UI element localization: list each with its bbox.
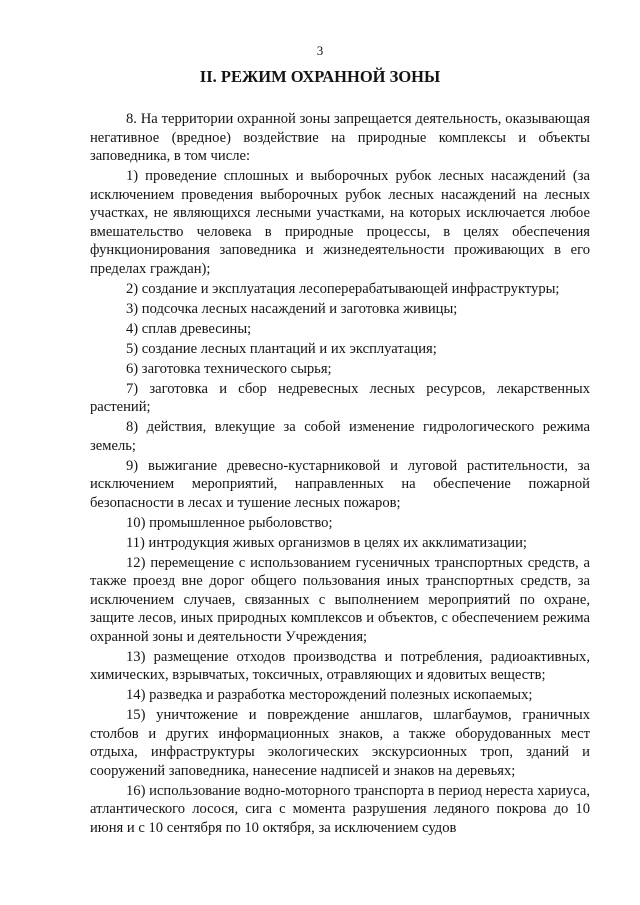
list-item-3: 3) подсочка лесных насаждений и заготовка живицы;	[126, 300, 458, 317]
list-item-9: 9) выжигание древесно-кустарниковой и луговой растительности, за исключением мероприятий, направленных на обеспечение пожарной безопасности в лесах и тушение лесных пожаров;	[90, 457, 590, 511]
section-title: II. РЕЖИМ ОХРАННОЙ ЗОНЫ	[199, 67, 441, 86]
list-item-14: 14) разведка и разработка месторождений полезных ископаемых;	[126, 687, 533, 703]
list-item-8: 8) действия, влекущие за собой изменение гидрологического режима земель;	[90, 419, 590, 454]
list-item-6: 6) заготовка технического сырья;	[126, 360, 332, 377]
list-item-13: 13) размещение отходов производства и потребления, радиоактивных, химических, взрывчатых, токсичных, отравляющих и ядовитых веществ;	[90, 648, 590, 683]
list-item-10: 10) промышленное рыболовство;	[126, 514, 333, 531]
document-body	[90, 110, 590, 839]
list-item-16: 16) использование водно-моторного транспорта в период нереста хариуса, атлантического лосося, сига с момента разрушения ледяного покрова до 10 июня и с 10 сентября по 10 октября, за исключением судов	[90, 782, 590, 836]
page-number: 3	[316, 43, 324, 58]
list-item-15: 15) уничтожение и повреждение аншлагов, шлагбаумов, граничных столбов и других информационных знаков, а также оборудованных мест отдыха, инфраструктуры экологических экскурсионных троп, зданий и сооружений заповедника, нанесение надписей и знаков на деревьях;	[90, 707, 590, 779]
paragraph-8-intro: 8. На территории охранной зоны запрещается деятельность, оказывающая негативное (вредное) воздействие на природные комплексы и объекты заповедника, в том числе:	[90, 111, 590, 164]
list-item-11: 11) интродукция живых организмов в целях их акклиматизации;	[126, 534, 527, 551]
list-item-2: 2) создание и эксплуатация лесоперерабатывающей инфраструктуры;	[126, 280, 560, 297]
list-item-4: 4) сплав древесины;	[126, 320, 252, 337]
list-item-5: 5) создание лесных плантаций и их эксплуатация;	[126, 340, 437, 357]
list-item-1: 1) проведение сплошных и выборочных рубок лесных насаждений (за исключением проведения выборочных рубок лесных насаждений на лесных участках, не являющихся лесными участками, на которых исключается любое вмешательство человека в природные процессы, в целях обеспечения функционирования заповедника и жизнедеятельности проживающих в его пределах граждан);	[90, 168, 590, 277]
list-item-12: 12) перемещение с использованием гусеничных транспортных средств, а также проезд вне дорог общего пользования иных транспортных средств, за исключением случаев, связанных с выполнением мероприятий по охране, защите лесов, иных природных комплексов и объектов, с обеспечением режима охранной зоны и деятельности Учреждения;	[90, 554, 590, 645]
list-item-7: 7) заготовка и сбор недревесных лесных ресурсов, лекарственных растений;	[90, 380, 590, 415]
